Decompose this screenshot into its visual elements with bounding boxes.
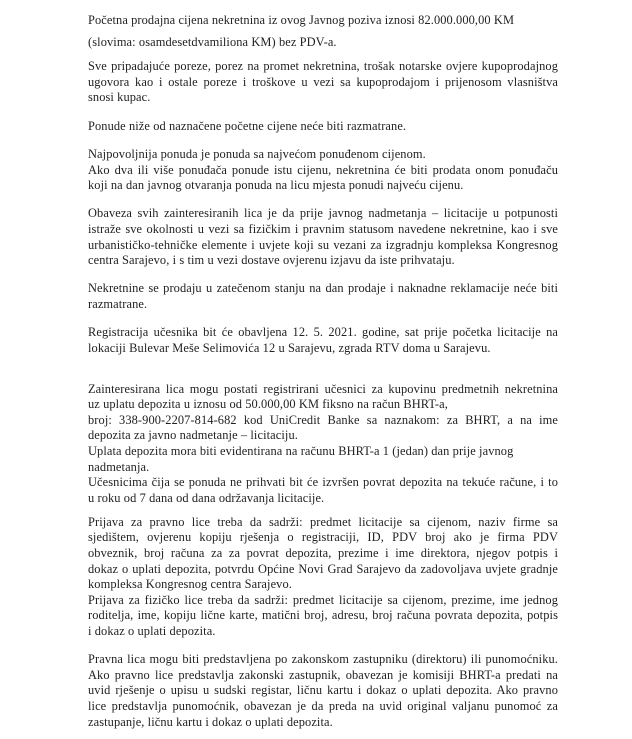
text-line: Prijava za fizičko lice treba da sadrži: predmet licitacije sa cijenom, prezime, ime jednog [88, 592, 558, 607]
text-line: i dokaz o uplati depozita. [88, 623, 216, 638]
text-line: Učesnicima čija se ponuda ne prihvati bit će izvršen povrat depozita na tekuće račune, i to [88, 475, 558, 490]
paragraph-buyer-taxes [88, 59, 558, 106]
text-line: Obaveza svih zainteresiranih lica je da prije javnog nadmetanja – licitacije u potpunosti [88, 206, 558, 221]
paragraph-legal-representation [88, 652, 558, 730]
paragraph-deposit-terms [88, 382, 558, 507]
document-text [88, 13, 558, 730]
text-line: Prijava za pravno lice treba da sadrži: predmet licitacije sa cijenom, naziv firme sa [88, 514, 558, 529]
text-line: centra Sarajevo, i s tim u vezi dostave ovjerenu izjavu da iste prihvataju. [88, 253, 455, 268]
text-line: Početna prodajna cijena nekretnina iz ovog Javnog poziva iznosi 82.000.000,00 KM [88, 13, 515, 27]
paragraph-lower-offers [88, 119, 558, 135]
text-line: lokaciji Bulevar Meše Selimovića 12 u Sarajevu, zgrada RTV doma u Sarajevu. [88, 340, 491, 355]
paragraph-tie-offers [88, 163, 558, 194]
text-line: u roku od 7 dana od dana održavanja licitacije. [88, 490, 325, 505]
text-line: Uplata depozita mora biti evidentirana na računu BHRT-a 1 (jedan) dan prije javnog [88, 443, 514, 458]
text-line: roditelja, ime, kopiju lične karte, matični broj, adresu, broj računa povrata depozita, potpis [88, 608, 558, 623]
text-line: nadmetanja. [88, 459, 150, 474]
text-line: (slovima: osamdesetdvamiliona KM) bez PDV-a. [88, 35, 337, 50]
text-line: dokaz o uplati depozita, potvrdu Općine Novi Grad Sarajevo da zadovoljava uvjete gradnje [88, 561, 558, 576]
text-line: kompleksa Kongresnog centra Sarajevo. [88, 577, 292, 592]
text-line: Nekretnine se prodaju u zatečenom stanju na dan prodaje i naknadne reklamacije neće biti [88, 281, 558, 296]
text-line: Ponude niže od naznačene početne cijene neće biti razmatrane. [88, 118, 407, 133]
paragraph-price-in-words [88, 35, 558, 51]
text-line: urbanističko-tehničke elemente i uvjete koji su vezani za izgradnju kompleksa Kongresnog [88, 237, 558, 252]
text-line: ugovora kao i ostale poreze i troškove u vezi sa kupoprodajom i prijenosom vlasništva [88, 74, 558, 89]
text-line: uvid rješenje o upisu u sudski registar, ličnu kartu i dokaz o uplati depozita. Ako pravno [88, 683, 558, 698]
paragraph-as-is-condition [88, 281, 558, 312]
text-line: Ako pravno lice predstavlja zakonski zastupnik, obavezan je komisiji BHRT-a predati na [88, 667, 558, 682]
paragraph-best-offer [88, 147, 558, 163]
paragraph-registration-info [88, 325, 558, 356]
text-line: uz uplatu depozita u iznosu od 50.000,00 KM fiksno na račun BHRT-a, [88, 397, 448, 412]
text-line: sjedištem, ovjerenu kopiju rješenja o registraciji, ID, PDV broj ako je firma PDV [88, 530, 558, 545]
paragraph-bidder-obligation [88, 206, 558, 268]
text-line: Zainteresirana lica mogu postati registrirani učesnici za kupovinu predmetnih nekretnina [88, 381, 558, 396]
text-line: razmatrane. [88, 297, 148, 312]
text-line: istraže sve okolnosti u vezi sa fizičkim i pravnim statusom navedene nekretnine, kao i sve [88, 222, 558, 236]
text-line: snosi kupac. [88, 90, 151, 105]
text-line: obveznik, broj računa za za povrat depozita, prezime i ime direktora, njegov potpis i [88, 545, 558, 560]
text-line: koji na dan javnog otvaranja ponuda na licu mjesta ponudi najveću cijenu. [88, 178, 464, 193]
text-line: Pravna lica mogu biti predstavljena po zakonskom zastupniku (direktoru) ili punomoćniku. [88, 652, 558, 667]
text-line: zastupanje, ličnu kartu i dokaz o uplati depozita. [88, 714, 333, 729]
text-line: lice predstavlja punomoćnik, obavezan je da preda na uvid original valjanu punomoć za [88, 699, 558, 713]
text-line: Sve pripadajuće poreze, porez na promet nekretnina, trošak notarske ovjere kupoprodajnog [88, 59, 558, 74]
paragraph-application-contents [88, 515, 558, 640]
text-line: broj: 338-900-2207-814-682 kod UniCredit Banke sa naznakom: za BHRT, a na ime [88, 412, 558, 427]
text-line: Registracija učesnika bit će obavljena 12. 5. 2021. godine, sat prije početka licitacije na [88, 325, 558, 340]
text-line: Najpovoljnija ponuda je ponuda sa najvećom ponuđenom cijenom. [88, 146, 426, 161]
paragraph-starting-price [88, 13, 558, 29]
text-line: depozita za javno nadmetanje – licitaciju. [88, 428, 298, 443]
text-line: Ako dva ili više ponuđača ponude istu cijenu, nekretnina će biti prodata onom ponuđaču [88, 162, 558, 177]
